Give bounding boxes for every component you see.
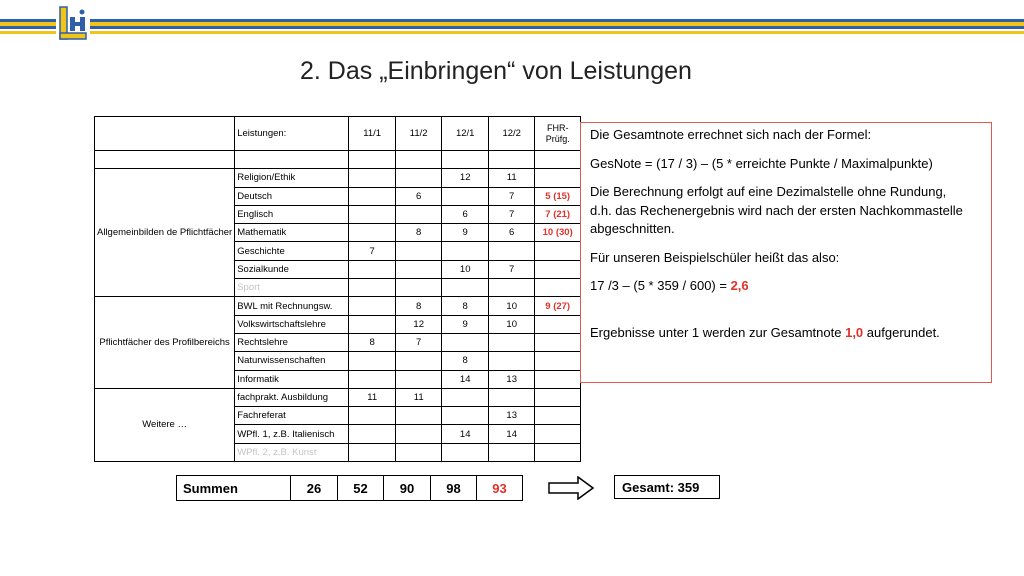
subject-name: Sport bbox=[235, 279, 349, 297]
grade-cell: 6 bbox=[489, 224, 535, 242]
subject-name: Rechtslehre bbox=[235, 333, 349, 351]
grade-cell bbox=[349, 169, 396, 187]
fhr-cell bbox=[535, 169, 581, 187]
grade-cell: 12 bbox=[396, 315, 442, 333]
grade-cell bbox=[489, 443, 535, 461]
subject-name: Fachreferat bbox=[235, 407, 349, 425]
fhr-cell bbox=[535, 315, 581, 333]
grade-cell bbox=[396, 407, 442, 425]
grade-cell bbox=[489, 352, 535, 370]
grade-cell bbox=[442, 333, 489, 351]
grade-cell: 14 bbox=[442, 425, 489, 443]
table-row bbox=[95, 388, 581, 406]
formula-text: GesNote = (17 / 3) – (5 * erreichte Punkte / Maximalpunkte) bbox=[590, 155, 933, 171]
grade-cell: 8 bbox=[396, 224, 442, 242]
grade-cell bbox=[442, 242, 489, 260]
grade-cell: 12 bbox=[442, 169, 489, 187]
example-calculation bbox=[590, 277, 982, 296]
rounding-up-note bbox=[590, 324, 982, 343]
sum-value: 52 bbox=[338, 476, 384, 501]
sum-value: 98 bbox=[431, 476, 477, 501]
grade-cell: 9 bbox=[442, 224, 489, 242]
group-label-profilbereich: Pflichtfächer des Profilbereichs bbox=[95, 297, 235, 388]
fhr-cell bbox=[535, 407, 581, 425]
subject-name: Mathematik bbox=[235, 224, 349, 242]
grade-cell bbox=[442, 407, 489, 425]
grade-cell bbox=[349, 260, 396, 278]
fhr-cell bbox=[535, 370, 581, 388]
subject-name: Deutsch bbox=[235, 187, 349, 205]
rounding-line-3: abgeschnitten. bbox=[590, 221, 675, 236]
subject-name: Naturwissenschaften bbox=[235, 352, 349, 370]
grade-cell bbox=[396, 352, 442, 370]
grade-cell: 8 bbox=[349, 333, 396, 351]
subject-name: Religion/Ethik bbox=[235, 169, 349, 187]
fhr-cell: 10 (30) bbox=[535, 224, 581, 242]
header-stripe-yellow-2 bbox=[0, 31, 1024, 34]
header-12-1: 12/1 bbox=[442, 117, 489, 151]
grade-cell: 6 bbox=[396, 187, 442, 205]
sums-row bbox=[177, 476, 523, 501]
fhr-cell bbox=[535, 443, 581, 461]
table-row bbox=[95, 297, 581, 315]
subject-name: WPfl. 2, z.B. Kunst bbox=[235, 443, 349, 461]
fhr-cell: 5 (15) bbox=[535, 187, 581, 205]
grade-cell bbox=[489, 388, 535, 406]
grade-cell: 14 bbox=[442, 370, 489, 388]
grade-cell bbox=[442, 187, 489, 205]
grade-cell bbox=[349, 352, 396, 370]
subject-name: WPfl. 1, z.B. Italienisch bbox=[235, 425, 349, 443]
table-row bbox=[95, 169, 581, 187]
fhr-cell bbox=[535, 388, 581, 406]
grade-cell bbox=[396, 260, 442, 278]
grade-cell bbox=[349, 224, 396, 242]
group-label-weitere: Weitere … bbox=[95, 388, 235, 461]
grade-cell: 6 bbox=[442, 205, 489, 223]
formula-box bbox=[580, 122, 992, 383]
table-header-row bbox=[95, 117, 581, 151]
subject-name: Englisch bbox=[235, 205, 349, 223]
grade-cell: 7 bbox=[489, 260, 535, 278]
fhr-cell: 9 (27) bbox=[535, 297, 581, 315]
grade-cell bbox=[489, 242, 535, 260]
header-11-2: 11/2 bbox=[396, 117, 442, 151]
grade-cell bbox=[349, 315, 396, 333]
grade-cell bbox=[349, 407, 396, 425]
grades-table bbox=[94, 116, 581, 462]
grade-cell bbox=[349, 297, 396, 315]
fhr-cell bbox=[535, 352, 581, 370]
subject-name: Volkswirtschaftslehre bbox=[235, 315, 349, 333]
header-corner bbox=[95, 117, 235, 151]
rounding-up-suffix: aufgerundet. bbox=[863, 324, 940, 340]
empty-cell bbox=[349, 151, 396, 169]
empty-cell bbox=[95, 151, 235, 169]
grade-cell bbox=[396, 279, 442, 297]
header-stripe-blue-2 bbox=[0, 26, 1024, 29]
right-arrow-icon bbox=[548, 476, 594, 505]
grade-cell: 8 bbox=[442, 352, 489, 370]
rounding-up-value: 1,0 bbox=[845, 324, 864, 340]
grade-cell: 14 bbox=[489, 425, 535, 443]
subject-name: Informatik bbox=[235, 370, 349, 388]
grade-cell: 10 bbox=[442, 260, 489, 278]
empty-cell bbox=[489, 151, 535, 169]
subject-name: BWL mit Rechnungsw. bbox=[235, 297, 349, 315]
grade-cell bbox=[396, 205, 442, 223]
sum-value: 26 bbox=[291, 476, 338, 501]
grade-cell bbox=[442, 388, 489, 406]
empty-cell bbox=[235, 151, 349, 169]
header-leistungen: Leistungen: bbox=[235, 117, 349, 151]
grade-cell bbox=[349, 205, 396, 223]
subject-name: Geschichte bbox=[235, 242, 349, 260]
logo-icon bbox=[56, 5, 90, 43]
grade-cell: 7 bbox=[489, 187, 535, 205]
gesamt-box: Gesamt: 359 bbox=[614, 475, 720, 499]
grade-cell bbox=[442, 279, 489, 297]
sum-value-fhr: 93 bbox=[477, 476, 523, 501]
fhr-cell: 7 (21) bbox=[535, 205, 581, 223]
grade-cell: 10 bbox=[489, 315, 535, 333]
group-label-allgemeinbildend: Allgemeinbilden de Pflichtfächer bbox=[95, 169, 235, 297]
grade-cell bbox=[396, 370, 442, 388]
header-12-2: 12/2 bbox=[489, 117, 535, 151]
fhr-cell bbox=[535, 279, 581, 297]
grade-cell: 9 bbox=[442, 315, 489, 333]
rounding-up-prefix: Ergebnisse unter 1 werden zur Gesamtnote bbox=[590, 324, 846, 340]
grade-cell: 8 bbox=[396, 297, 442, 315]
empty-cell bbox=[396, 151, 442, 169]
grade-cell bbox=[349, 370, 396, 388]
fhr-cell bbox=[535, 242, 581, 260]
header-fhr-pruefung: FHR-Prüfg. bbox=[535, 117, 581, 151]
header-11-1: 11/1 bbox=[349, 117, 396, 151]
empty-cell bbox=[535, 151, 581, 169]
grade-cell: 11 bbox=[349, 388, 396, 406]
grade-cell bbox=[489, 279, 535, 297]
fhr-cell bbox=[535, 260, 581, 278]
fhr-cell bbox=[535, 333, 581, 351]
grade-cell: 7 bbox=[489, 205, 535, 223]
grade-cell bbox=[396, 425, 442, 443]
grade-cell bbox=[489, 333, 535, 351]
grade-cell: 10 bbox=[489, 297, 535, 315]
formula-intro: Die Gesamtnote errechnet sich nach der Formel: bbox=[590, 127, 872, 142]
fhr-cell bbox=[535, 425, 581, 443]
example-intro: Für unseren Beispielschüler heißt das also: bbox=[590, 249, 840, 265]
example-calc-text: 17 /3 – (5 * 359 / 600) = bbox=[590, 278, 731, 293]
rounding-line-1: Die Berechnung erfolgt auf eine Dezimalstelle ohne Rundung, bbox=[590, 184, 947, 199]
grade-cell bbox=[349, 279, 396, 297]
grade-cell: 11 bbox=[396, 388, 442, 406]
sum-value: 90 bbox=[384, 476, 431, 501]
subject-name: Sozialkunde bbox=[235, 260, 349, 278]
grade-cell bbox=[349, 425, 396, 443]
grade-cell: 7 bbox=[349, 242, 396, 260]
grade-cell bbox=[349, 187, 396, 205]
grade-cell: 13 bbox=[489, 407, 535, 425]
grade-cell: 8 bbox=[442, 297, 489, 315]
rounding-line-2: d.h. das Rechenergebnis wird nach der ersten Nachkommastelle bbox=[590, 202, 963, 218]
grade-cell: 13 bbox=[489, 370, 535, 388]
sums-label: Summen bbox=[177, 476, 291, 501]
grade-cell bbox=[396, 443, 442, 461]
page-title: 2. Das „Einbringen“ von Leistungen bbox=[300, 57, 692, 85]
table-row-empty bbox=[95, 151, 581, 169]
grade-cell: 11 bbox=[489, 169, 535, 187]
grade-cell bbox=[349, 443, 396, 461]
empty-cell bbox=[442, 151, 489, 169]
grade-cell bbox=[396, 242, 442, 260]
grade-cell: 7 bbox=[396, 333, 442, 351]
example-result: 2,6 bbox=[730, 278, 749, 293]
grade-cell bbox=[442, 443, 489, 461]
sums-table bbox=[176, 475, 523, 501]
grade-cell bbox=[396, 169, 442, 187]
subject-name: fachprakt. Ausbildung bbox=[235, 388, 349, 406]
